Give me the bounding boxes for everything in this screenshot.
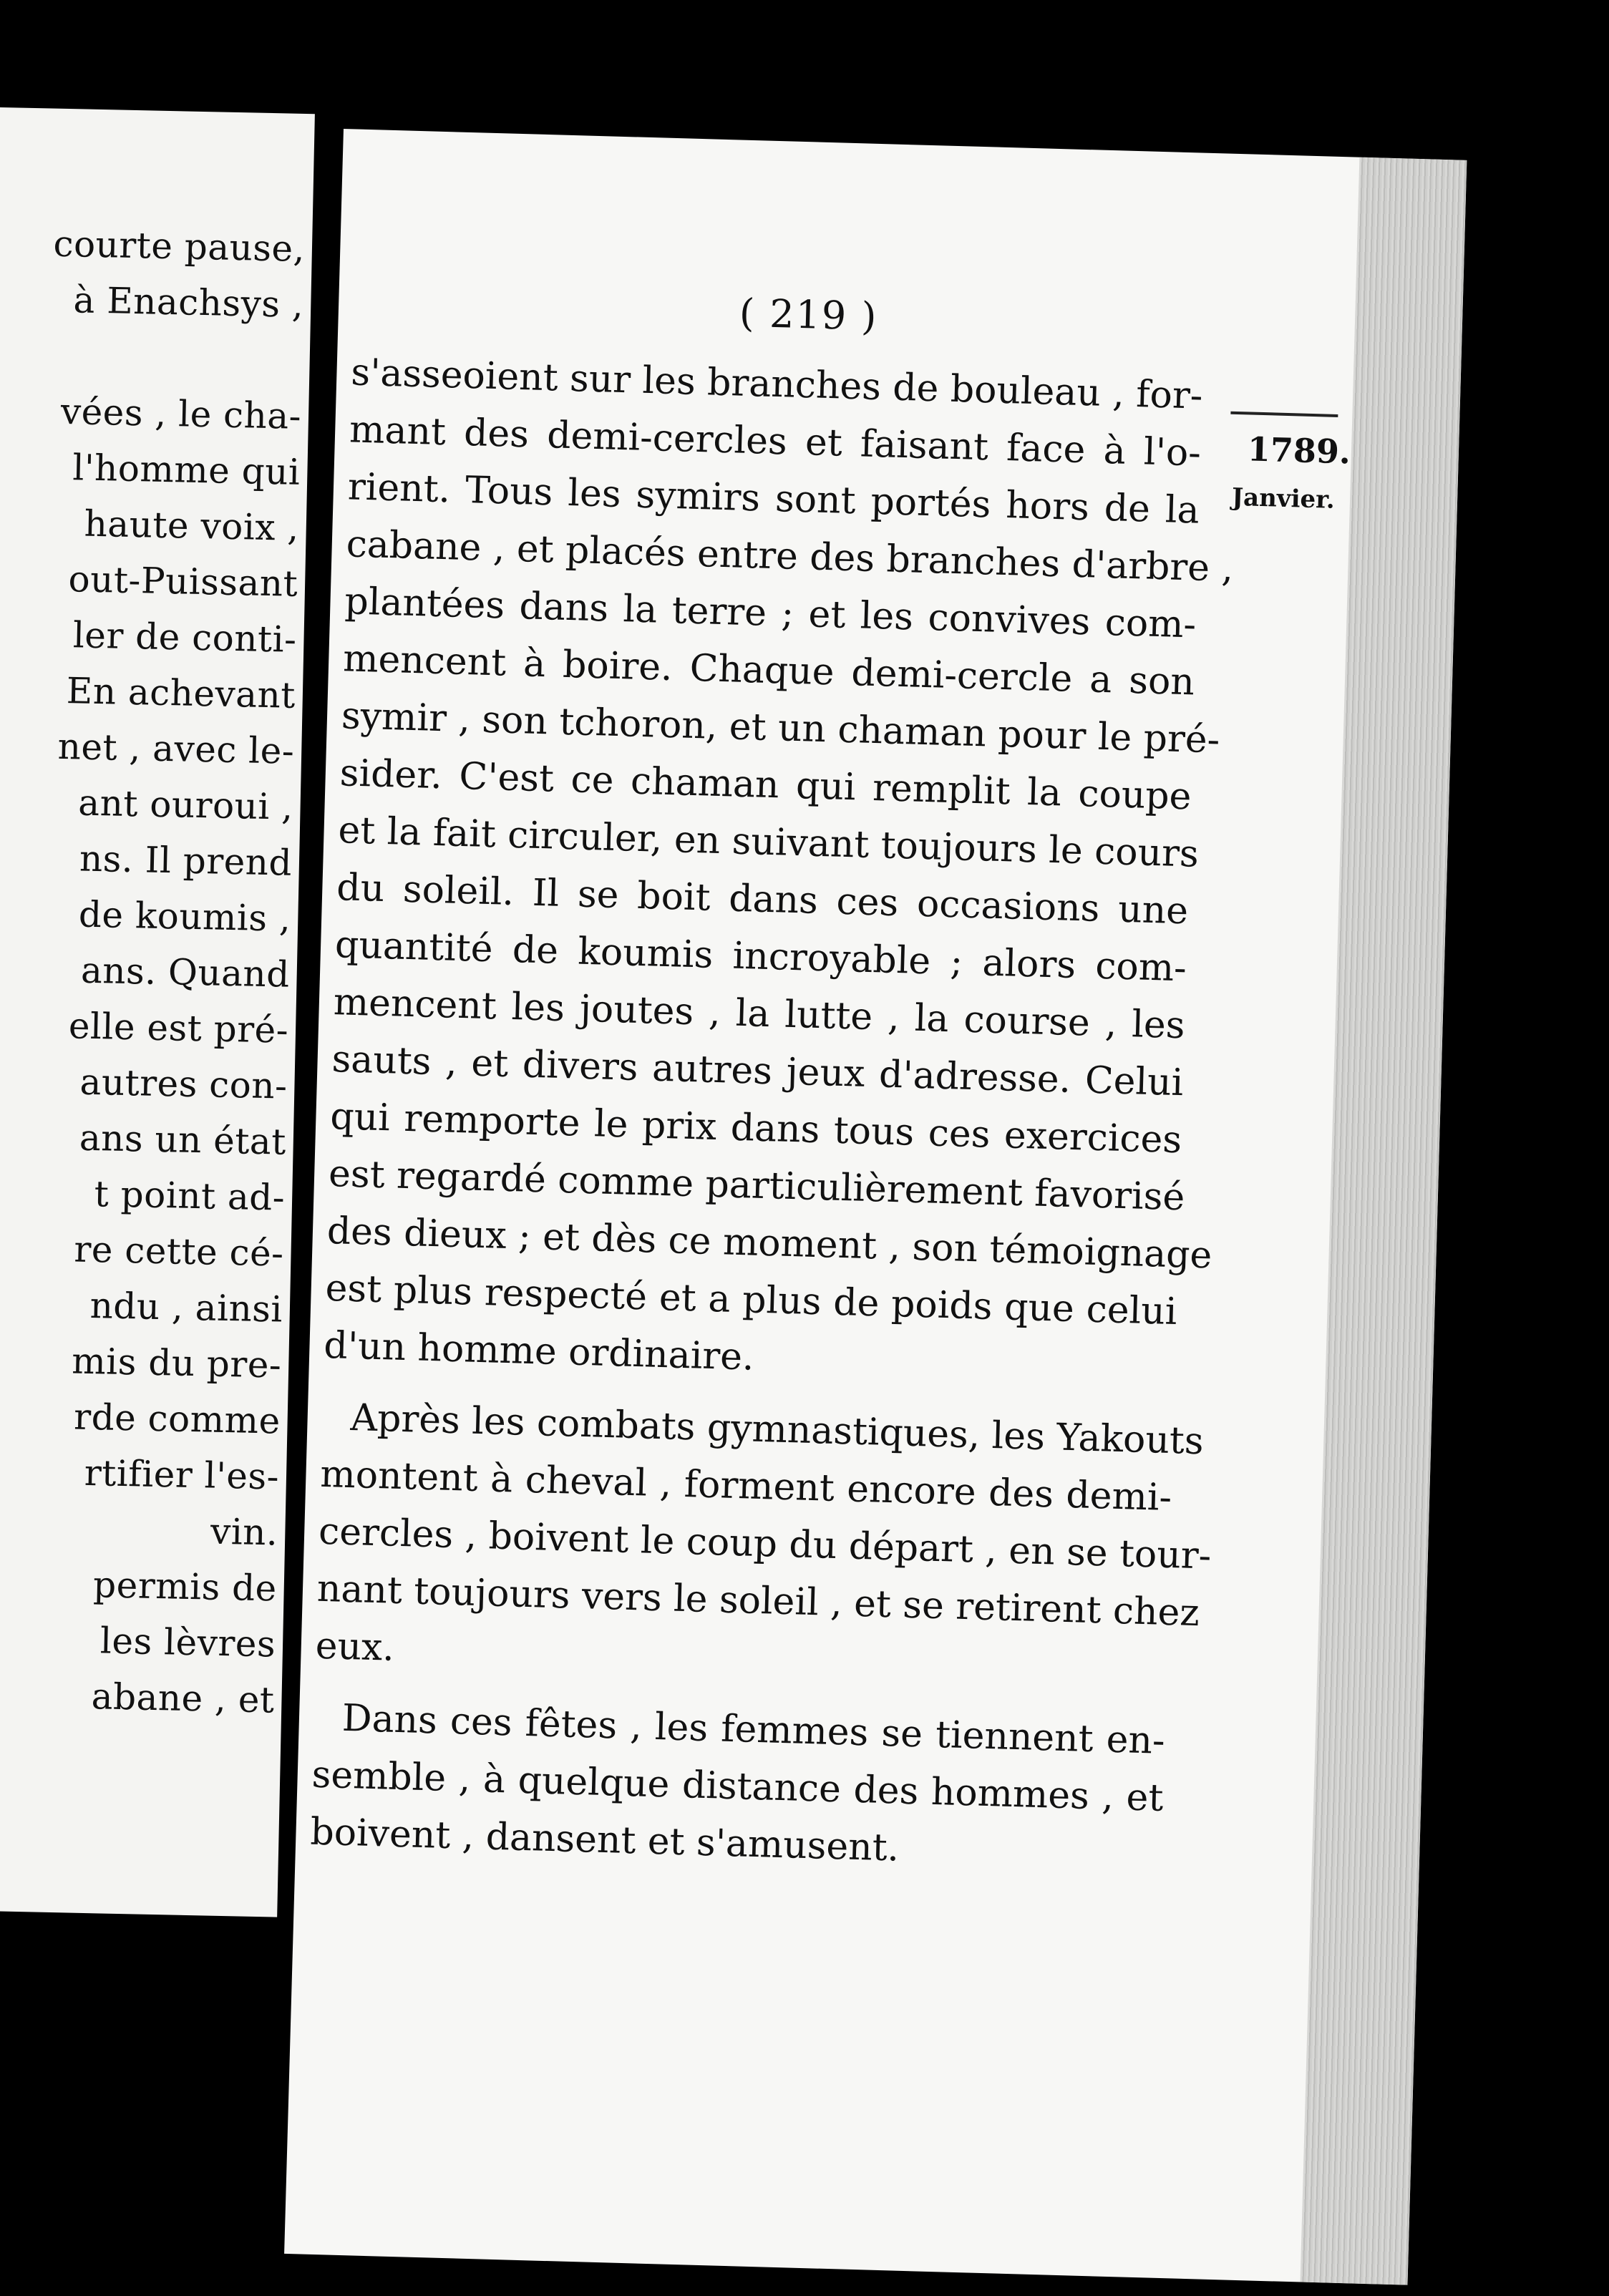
text-line: mencent les joutes , la lutte , la course , les — [333, 981, 1186, 1048]
text-line: sauts , et divers autres jeux d'adresse. Celui — [331, 1038, 1185, 1105]
text-line: mant des demi-cercles et faisant face à l'o- — [349, 408, 1202, 475]
left-page-line: out-Puissant — [68, 558, 298, 605]
text-line: et la fait circuler, en suivant toujours le cours — [337, 809, 1200, 876]
body-text — [309, 344, 1234, 1884]
left-page-line: courte pause, — [52, 223, 306, 270]
left-page-line: re cette cé- — [73, 1228, 285, 1275]
text-line: est plus respecté et a plus de poids que celui — [324, 1266, 1178, 1334]
page-edge-stack — [1301, 157, 1467, 2285]
left-page-line: autres con- — [79, 1061, 288, 1107]
text-line: sider. C'est ce chaman qui remplit la coupe — [339, 751, 1192, 819]
left-page-line: mis du pre- — [71, 1340, 282, 1386]
left-page-line: ans. Quand — [80, 949, 291, 996]
text-line: symir , son tchoron, et un chaman pour le pré- — [341, 694, 1221, 762]
text-line: plantées dans la terre ; et les convives com- — [344, 580, 1197, 647]
right-page — [284, 129, 1467, 2285]
text-line: montent à cheval , forment encore des demi- — [319, 1452, 1172, 1520]
left-page-line: vin. — [210, 1510, 278, 1554]
margin-rule — [1230, 412, 1338, 417]
text-line: boivent , dansent et s'amusent. — [309, 1810, 900, 1870]
left-page-line: rtifier l'es- — [84, 1451, 280, 1498]
text-line: cabane , et placés entre des branches d'arbre , — [345, 522, 1234, 590]
left-page-line: vées , le cha- — [60, 390, 302, 437]
text-line: cercles , boivent le coup du départ , en se tour- — [318, 1509, 1212, 1578]
text-line: d'un homme ordinaire. — [323, 1323, 755, 1379]
paragraph-2 — [314, 1388, 1212, 1698]
text-line: eux. — [314, 1624, 395, 1670]
left-page-line: ler de conti- — [72, 614, 298, 661]
left-page-line: à Enachsys , — [72, 279, 304, 326]
text-line: nant toujours vers le soleil , et se retirent chez — [316, 1567, 1200, 1635]
text-line: s'asseoient sur les branches de bouleau , for- — [350, 351, 1204, 418]
left-page-line: t point ad- — [94, 1173, 286, 1219]
left-page-line: ans un état — [79, 1117, 287, 1163]
text-line: du soleil. Il se boit dans ces occasions une — [336, 866, 1189, 933]
left-page-line: les lèvres — [99, 1620, 276, 1665]
left-page-line: abane , et — [91, 1675, 276, 1721]
left-page-line: ant ouroui , — [77, 782, 294, 828]
text-line: mencent à boire. Chaque demi-cercle a son — [342, 637, 1195, 704]
paragraph-3 — [309, 1689, 1165, 1884]
text-line: Après les combats gymnastiques, les Yakouts — [349, 1396, 1205, 1464]
left-page-line: ns. Il prend — [79, 837, 293, 884]
margin-month: Janvier. — [1231, 482, 1336, 515]
left-page-line: net , avec le- — [57, 725, 295, 772]
text-line: Dans ces fêtes , les femmes se tiennent en- — [341, 1696, 1166, 1763]
left-page-line: En achevant — [66, 670, 296, 716]
margin-year: 1789. — [1247, 429, 1351, 472]
text-line: qui remporte le prix dans tous ces exercices — [329, 1095, 1182, 1162]
text-line: des dieux ; et dès ce moment , son témoignage — [326, 1209, 1213, 1278]
page-number: ( 219 ) — [739, 290, 879, 339]
text-line: semble , à quelque distance des hommes , et — [311, 1753, 1165, 1820]
paragraph-1 — [323, 344, 1234, 1398]
left-page-line: haute voix , — [84, 502, 300, 549]
text-line: rient. Tous les symirs sont portés hors de la — [347, 465, 1200, 532]
left-page — [0, 107, 315, 1917]
left-page-line: elle est pré- — [68, 1005, 289, 1051]
left-page-line: permis de — [92, 1564, 278, 1610]
text-line: quantité de koumis incroyable ; alors com- — [334, 923, 1187, 991]
left-page-line: ndu , ainsi — [89, 1285, 283, 1331]
text-line: est regardé comme particulièrement favorisé — [328, 1152, 1186, 1220]
left-page-line: rde comme — [73, 1396, 281, 1442]
left-page-line: de koumis , — [78, 893, 291, 940]
left-page-line: l'homme qui — [72, 447, 301, 493]
